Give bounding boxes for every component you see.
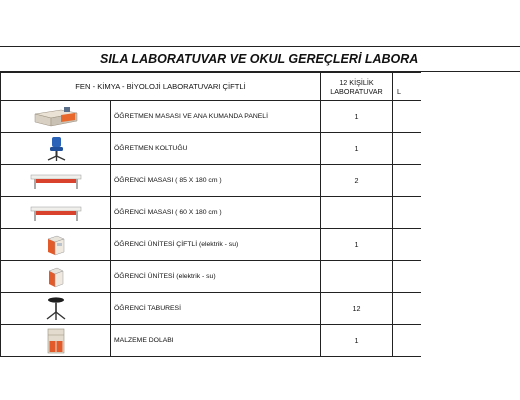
equipment-table [0, 72, 421, 357]
extra-cell [393, 293, 421, 325]
table-row [1, 229, 421, 261]
extra-cell [393, 229, 421, 261]
item-name: ÖĞRETMEN KOLTUĞU [111, 133, 321, 165]
item-quantity: 1 [321, 101, 393, 133]
extra-cell [393, 101, 421, 133]
table-header-row [1, 73, 421, 101]
table-row [1, 325, 421, 357]
capacity-header-line2: LABORATUVAR [330, 86, 383, 96]
item-name: ÖĞRETMEN MASASI VE ANA KUMANDA PANELİ [111, 101, 321, 133]
item-image-cell [1, 229, 111, 261]
table-row [1, 197, 421, 229]
teacher-desk-icon [31, 106, 81, 128]
extra-cell [393, 197, 421, 229]
capacity-header-line1: 12 KİŞİLİK [339, 77, 374, 87]
item-quantity: 12 [321, 293, 393, 325]
table-row [1, 101, 421, 133]
extra-column-header-text: L [397, 86, 401, 96]
capacity-header [321, 73, 393, 101]
item-image-cell [1, 133, 111, 165]
cabinet-icon [46, 328, 66, 354]
extra-cell [393, 325, 421, 357]
item-name: ÖĞRENCİ ÜNİTESİ (elektrik - su) [111, 261, 321, 293]
table-row [1, 293, 421, 325]
item-quantity: 1 [321, 229, 393, 261]
extra-column-header [393, 73, 421, 101]
item-name: ÖĞRENCİ TABURESİ [111, 293, 321, 325]
item-image-cell [1, 261, 111, 293]
table-row [1, 165, 421, 197]
service-unit-icon [45, 265, 67, 289]
extra-cell [393, 261, 421, 293]
table-row [1, 133, 421, 165]
section-header: FEN - KİMYA - BİYOLOJİ LABORATUVARI ÇİFTLİ [1, 73, 321, 101]
item-quantity: 1 [321, 133, 393, 165]
item-image-cell [1, 293, 111, 325]
item-image-cell [1, 165, 111, 197]
item-name: MALZEME DOLABI [111, 325, 321, 357]
extra-cell [393, 165, 421, 197]
item-quantity [321, 261, 393, 293]
item-quantity [321, 197, 393, 229]
stool-icon [44, 296, 68, 322]
item-quantity: 1 [321, 325, 393, 357]
item-name: ÖĞRENCİ MASASI ( 85 X 180 cm ) [111, 165, 321, 197]
student-table-icon [28, 172, 84, 190]
document-title: SILA LABORATUVAR VE OKUL GEREÇLERİ LABORA [0, 46, 520, 72]
item-image-cell [1, 101, 111, 133]
item-name: ÖĞRENCİ ÜNİTESİ ÇİFTLİ (elektrik - su) [111, 229, 321, 261]
item-image-cell [1, 325, 111, 357]
extra-cell [393, 133, 421, 165]
item-image-cell [1, 197, 111, 229]
table-row [1, 261, 421, 293]
item-quantity: 2 [321, 165, 393, 197]
item-name: ÖĞRENCİ MASASI ( 60 X 180 cm ) [111, 197, 321, 229]
service-unit-double-icon [45, 233, 67, 257]
office-chair-icon [44, 136, 68, 162]
student-table-icon [28, 204, 84, 222]
